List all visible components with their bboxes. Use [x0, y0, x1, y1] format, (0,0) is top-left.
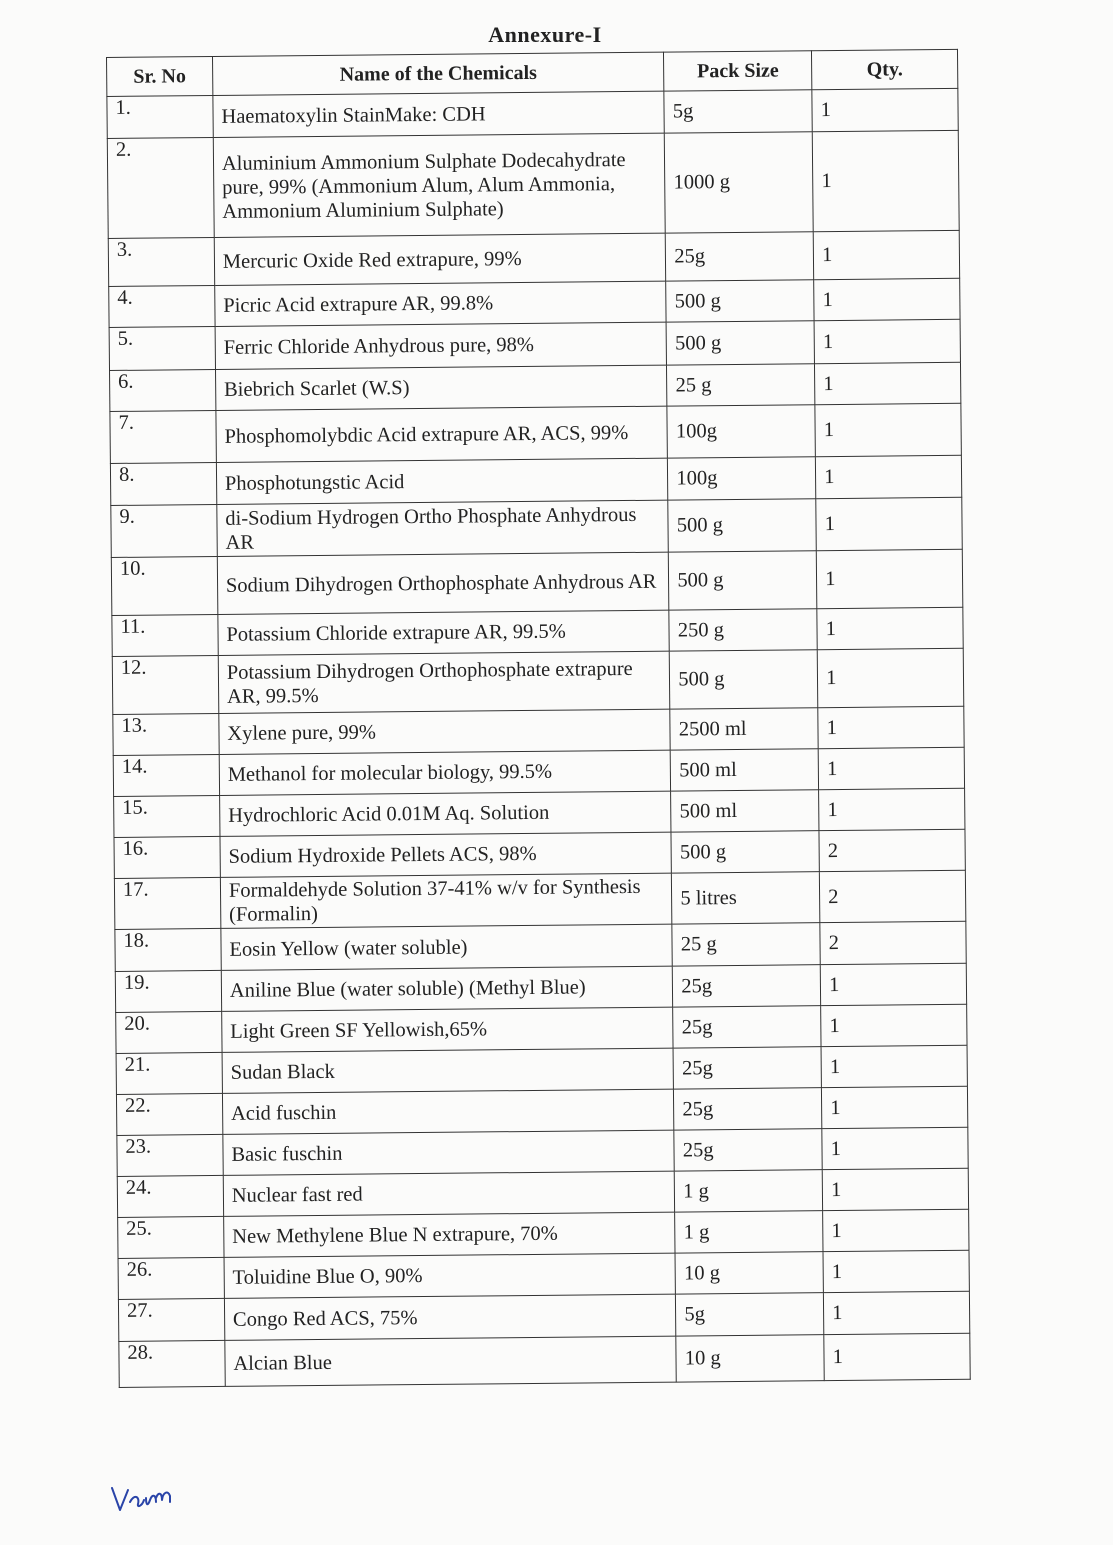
cell-chemical-name: Phosphomolybdic Acid extrapure AR, ACS, 99%	[216, 406, 668, 462]
cell-pack-size: 500 ml	[671, 790, 819, 832]
cell-qty: 1	[816, 455, 962, 498]
chemicals-table	[106, 49, 971, 1388]
cell-pack-size: 10 g	[676, 1335, 824, 1382]
cell-sr-no: 6.	[110, 369, 216, 411]
cell-sr-no: 23.	[117, 1134, 223, 1176]
cell-pack-size: 1 g	[675, 1170, 823, 1212]
table-row	[111, 549, 963, 615]
header-pack-size: Pack Size	[664, 51, 812, 91]
cell-chemical-name: Methanol for molecular biology, 99.5%	[219, 750, 671, 795]
cell-chemical-name: Hydrochloric Acid 0.01M Aq. Solution	[219, 791, 671, 836]
cell-qty: 1	[822, 1168, 968, 1210]
cell-pack-size: 5 litres	[672, 872, 820, 924]
cell-chemical-name: Sudan Black	[222, 1048, 674, 1093]
table-row	[111, 497, 962, 557]
cell-sr-no: 14.	[113, 754, 219, 796]
cell-chemical-name: Biebrich Scarlet (W.S)	[215, 365, 667, 410]
cell-qty: 1	[821, 1004, 967, 1046]
cell-chemical-name: Basic fuschin	[223, 1130, 675, 1175]
cell-pack-size: 25g	[666, 232, 814, 281]
cell-pack-size: 100g	[668, 457, 816, 500]
cell-chemical-name: Potassium Chloride extrapure AR, 99.5%	[218, 610, 670, 655]
cell-sr-no: 2.	[107, 137, 214, 238]
cell-qty: 1	[814, 278, 960, 320]
cell-qty: 1	[813, 230, 959, 279]
cell-sr-no: 25.	[118, 1216, 224, 1258]
cell-chemical-name: Sodium Dihydrogen Orthophosphate Anhydrous AR	[217, 552, 669, 614]
cell-pack-size: 10 g	[675, 1252, 823, 1294]
cell-pack-size: 5g	[664, 90, 812, 133]
cell-qty: 1	[824, 1291, 970, 1334]
cell-pack-size: 25g	[674, 1129, 822, 1171]
cell-sr-no: 22.	[116, 1093, 222, 1135]
table-row	[110, 403, 961, 463]
cell-pack-size: 25g	[673, 965, 821, 1007]
cell-sr-no: 11.	[112, 614, 218, 656]
cell-sr-no: 27.	[118, 1298, 224, 1341]
cell-qty: 1	[824, 1333, 970, 1380]
cell-sr-no: 16.	[114, 836, 220, 878]
cell-sr-no: 12.	[112, 655, 218, 714]
cell-sr-no: 5.	[109, 326, 215, 370]
cell-chemical-name: New Methylene Blue N extrapure, 70%	[224, 1212, 676, 1257]
cell-chemical-name: Sodium Hydroxide Pellets ACS, 98%	[220, 832, 672, 877]
cell-pack-size: 500 g	[671, 831, 819, 873]
cell-chemical-name: Eosin Yellow (water soluble)	[221, 924, 673, 970]
table-row	[119, 1333, 970, 1387]
header-sr-no: Sr. No	[107, 56, 213, 96]
header-chemical-name: Name of the Chemicals	[212, 52, 664, 95]
cell-chemical-name: Toluidine Blue O, 90%	[224, 1253, 676, 1298]
cell-qty: 2	[820, 921, 966, 964]
cell-sr-no: 10.	[111, 556, 217, 615]
cell-pack-size: 5g	[676, 1293, 824, 1336]
table-body	[107, 88, 970, 1387]
cell-qty: 1	[822, 1086, 968, 1128]
cell-pack-size: 25 g	[672, 923, 820, 966]
page-title: Annexure-I	[488, 22, 602, 47]
cell-pack-size: 500 g	[668, 499, 816, 552]
cell-qty: 1	[812, 88, 958, 131]
handwritten-signature	[108, 1476, 178, 1516]
cell-sr-no: 4.	[109, 285, 215, 327]
cell-pack-size: 2500 ml	[670, 708, 818, 750]
cell-sr-no: 15.	[114, 795, 220, 837]
cell-qty: 1	[822, 1127, 968, 1169]
cell-pack-size: 250 g	[669, 609, 817, 651]
cell-sr-no: 8.	[110, 462, 216, 505]
cell-pack-size: 25g	[673, 1006, 821, 1048]
cell-chemical-name: Phosphotungstic Acid	[216, 458, 668, 504]
table-row	[107, 130, 959, 238]
cell-qty: 1	[823, 1209, 969, 1251]
table-row	[108, 230, 959, 286]
cell-sr-no: 20.	[116, 1011, 222, 1053]
cell-qty: 1	[816, 549, 962, 608]
cell-qty: 1	[815, 362, 961, 404]
cell-sr-no: 19.	[115, 970, 221, 1012]
cell-pack-size: 1 g	[675, 1211, 823, 1253]
cell-qty: 1	[816, 497, 962, 550]
cell-qty: 1	[820, 963, 966, 1005]
cell-qty: 1	[817, 607, 963, 649]
cell-pack-size: 25 g	[667, 364, 815, 406]
cell-chemical-name: Aluminium Ammonium Sulphate Dodecahydrate pure, 99% (Ammonium Alum, Alum Ammonia, Ammonium Aluminium Sulphate)	[213, 133, 665, 237]
cell-qty: 1	[812, 130, 959, 231]
cell-chemical-name: Nuclear fast red	[223, 1171, 675, 1216]
cell-chemical-name: Acid fuschin	[222, 1089, 674, 1134]
cell-qty: 1	[817, 648, 963, 707]
cell-pack-size: 500 g	[666, 321, 814, 365]
cell-pack-size: 500 ml	[671, 749, 819, 791]
cell-sr-no: 13.	[113, 713, 219, 755]
cell-chemical-name: di-Sodium Hydrogen Ortho Phosphate Anhydrous AR	[217, 500, 669, 556]
cell-chemical-name: Potassium Dihydrogen Orthophosphate extrapure AR, 99.5%	[218, 651, 670, 713]
cell-chemical-name: Mercuric Oxide Red extrapure, 99%	[214, 233, 666, 285]
cell-qty: 1	[821, 1045, 967, 1087]
cell-pack-size: 25g	[673, 1047, 821, 1089]
cell-qty: 1	[814, 319, 960, 363]
table-row	[114, 870, 965, 929]
cell-chemical-name: Congo Red ACS, 75%	[224, 1294, 676, 1340]
cell-sr-no: 7.	[110, 410, 216, 463]
cell-pack-size: 1000 g	[665, 132, 814, 233]
cell-sr-no: 21.	[116, 1052, 222, 1094]
cell-qty: 1	[818, 706, 964, 748]
table-row	[112, 648, 964, 714]
cell-chemical-name: Haematoxylin StainMake: CDH	[213, 91, 665, 137]
cell-sr-no: 3.	[108, 237, 214, 286]
cell-sr-no: 9.	[111, 504, 217, 557]
cell-qty: 1	[819, 788, 965, 830]
cell-qty: 2	[820, 870, 966, 922]
cell-pack-size: 500 g	[666, 280, 814, 322]
cell-pack-size: 500 g	[670, 650, 818, 709]
cell-qty: 1	[818, 747, 964, 789]
cell-chemical-name: Formaldehyde Solution 37-41% w/v for Synthesis (Formalin)	[220, 873, 672, 928]
cell-chemical-name: Light Green SF Yellowish,65%	[222, 1007, 674, 1052]
cell-chemical-name: Picric Acid extrapure AR, 99.8%	[215, 281, 667, 326]
cell-sr-no: 1.	[107, 95, 213, 138]
cell-chemical-name: Alcian Blue	[225, 1336, 677, 1386]
cell-qty: 1	[815, 403, 961, 456]
cell-pack-size: 500 g	[669, 551, 817, 610]
cell-pack-size: 100g	[667, 405, 815, 458]
cell-sr-no: 26.	[118, 1257, 224, 1299]
cell-qty: 2	[819, 829, 965, 871]
header-qty: Qty.	[812, 49, 958, 89]
cell-sr-no: 18.	[115, 928, 221, 971]
cell-chemical-name: Ferric Chloride Anhydrous pure, 98%	[215, 322, 667, 369]
cell-qty: 1	[823, 1250, 969, 1292]
cell-sr-no: 28.	[119, 1340, 225, 1387]
cell-chemical-name: Aniline Blue (water soluble) (Methyl Blue)	[221, 966, 673, 1011]
cell-sr-no: 17.	[114, 877, 220, 929]
cell-sr-no: 24.	[117, 1175, 223, 1217]
cell-chemical-name: Xylene pure, 99%	[219, 709, 671, 754]
cell-pack-size: 25g	[674, 1088, 822, 1130]
